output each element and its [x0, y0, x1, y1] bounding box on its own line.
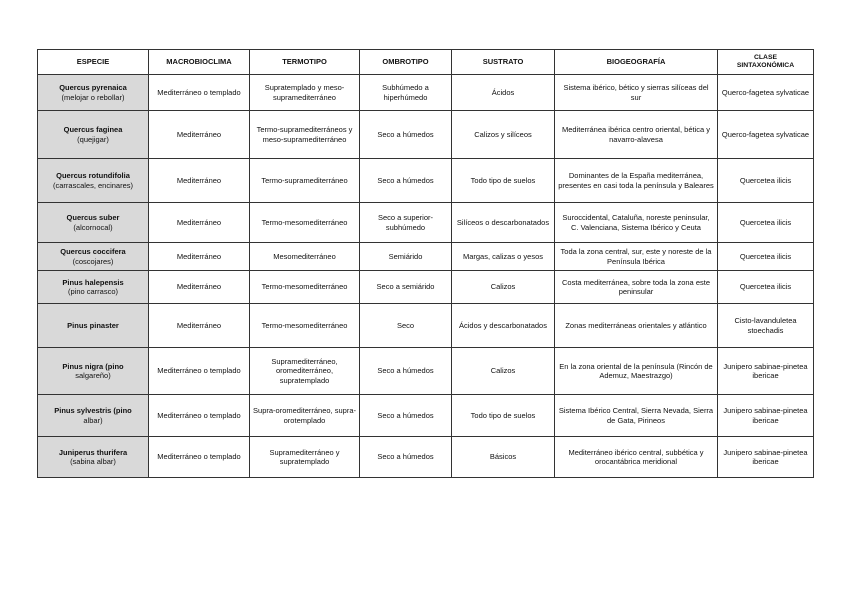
table-row	[38, 75, 814, 111]
sustrato-cell: Básicos	[452, 437, 555, 478]
species-cell	[38, 437, 149, 478]
table-row	[38, 348, 814, 395]
table-row	[38, 304, 814, 348]
species-name: Pinus pinaster	[67, 320, 119, 330]
biogeografia-cell: Costa mediterránea, sobre toda la zona este peninsular	[555, 271, 718, 304]
species-common-name: (coscojares)	[72, 256, 114, 266]
clase-cell: Cisto-lavanduletea stoechadis	[718, 304, 814, 348]
macrobioclima-cell: Mediterráneo o templado	[149, 395, 250, 437]
ombrotipo-cell: Semiárido	[360, 243, 452, 271]
clase-cell: Quercetea ilicis	[718, 271, 814, 304]
macrobioclima-cell: Mediterráneo	[149, 111, 250, 159]
termotipo-cell: Supramediterráneo, oromediterráneo, supratemplado	[250, 348, 360, 395]
header-biogeografia: BIOGEOGRAFÍA	[555, 50, 718, 75]
termotipo-cell: Termo-supramediterráneo	[250, 159, 360, 203]
species-common-name: (alcornocal)	[73, 222, 113, 232]
clase-cell: Junipero sabinae-pinetea ibericae	[718, 395, 814, 437]
sustrato-cell: Calizos y silíceos	[452, 111, 555, 159]
clase-cell: Junipero sabinae-pinetea ibericae	[718, 348, 814, 395]
species-table	[37, 49, 814, 478]
species-cell	[38, 395, 149, 437]
sustrato-cell: Todo tipo de suelos	[452, 395, 555, 437]
macrobioclima-cell: Mediterráneo	[149, 203, 250, 243]
species-cell	[38, 159, 149, 203]
header-termotipo: TERMOTIPO	[250, 50, 360, 75]
species-cell	[38, 243, 149, 271]
sustrato-cell: Calizos	[452, 348, 555, 395]
termotipo-cell: Supramediterráneo y supratemplado	[250, 437, 360, 478]
termotipo-cell: Termo-mesomediterráneo	[250, 203, 360, 243]
header-macrobioclima: MACROBIOCLIMA	[149, 50, 250, 75]
macrobioclima-cell: Mediterráneo o templado	[149, 348, 250, 395]
sustrato-cell: Ácidos y descarbonatados	[452, 304, 555, 348]
species-name: Pinus sylvestris (pino	[54, 406, 132, 415]
clase-cell: Quercetea ilicis	[718, 159, 814, 203]
biogeografia-cell: Sistema ibérico, bético y sierras silíceas del sur	[555, 75, 718, 111]
biogeografia-cell: Mediterránea ibérica centro oriental, bética y navarro-alavesa	[555, 111, 718, 159]
species-name: Pinus halepensis	[62, 277, 124, 287]
termotipo-cell: Supratemplado y meso-supramediterráneo	[250, 75, 360, 111]
ombrotipo-cell: Seco a húmedos	[360, 348, 452, 395]
species-name: Quercus faginea	[63, 125, 123, 134]
species-name: Quercus pyrenaica	[59, 83, 127, 92]
macrobioclima-cell: Mediterráneo o templado	[149, 437, 250, 478]
species-cell	[38, 75, 149, 111]
macrobioclima-cell: Mediterráneo	[149, 304, 250, 348]
species-cell	[38, 203, 149, 243]
ombrotipo-cell: Seco	[360, 304, 452, 348]
ombrotipo-cell: Seco a superior-subhúmedo	[360, 203, 452, 243]
ombrotipo-cell: Seco a húmedos	[360, 111, 452, 159]
header-sustrato: SUSTRATO	[452, 50, 555, 75]
sustrato-cell: Todo tipo de suelos	[452, 159, 555, 203]
sustrato-cell: Margas, calizas o yesos	[452, 243, 555, 271]
macrobioclima-cell: Mediterráneo	[149, 271, 250, 304]
biogeografia-cell: Zonas mediterráneas orientales y atlántico	[555, 304, 718, 348]
species-common-name: (sabina albar)	[70, 457, 116, 466]
table-row	[38, 159, 814, 203]
biogeografia-cell: Suroccidental, Cataluña, noreste peninsular, C. Valenciana, Sistema Ibérico y Ceuta	[555, 203, 718, 243]
termotipo-cell: Termo-mesomediterráneo	[250, 271, 360, 304]
header-especie: ESPECIE	[38, 50, 149, 75]
clase-cell: Quercetea ilicis	[718, 203, 814, 243]
clase-cell: Junipero sabinae-pinetea ibericae	[718, 437, 814, 478]
clase-cell: Querco-fagetea sylvaticae	[718, 75, 814, 111]
species-cell	[38, 304, 149, 348]
species-name: Quercus rotundifolia	[56, 171, 130, 180]
ombrotipo-cell: Seco a húmedos	[360, 159, 452, 203]
sustrato-cell: Calizos	[452, 271, 555, 304]
ombrotipo-cell: Seco a húmedos	[360, 437, 452, 478]
clase-cell: Quercetea ilicis	[718, 243, 814, 271]
ombrotipo-cell: Seco a semiárido	[360, 271, 452, 304]
biogeografia-cell: Dominantes de la España mediterránea, presentes en casi toda la península y Baleares	[555, 159, 718, 203]
biogeografia-cell: Mediterráneo ibérico central, subbética y orocantábrica meridional	[555, 437, 718, 478]
header-ombrotipo: OMBROTIPO	[360, 50, 452, 75]
sustrato-cell: Silíceos o descarbonatados	[452, 203, 555, 243]
species-cell	[38, 271, 149, 304]
biogeografia-cell: Toda la zona central, sur, este y noreste de la Península Ibérica	[555, 243, 718, 271]
species-name: Pinus nigra (pino	[62, 361, 124, 371]
species-name: Quercus suber	[66, 213, 120, 222]
species-common-name: (quejigar)	[77, 134, 109, 144]
header-clase-line2: SINTAXONÓMICA	[736, 62, 795, 69]
macrobioclima-cell: Mediterráneo	[149, 243, 250, 271]
header-clase-sintaxonomica	[718, 50, 814, 75]
sustrato-cell: Ácidos	[452, 75, 555, 111]
species-common-name: (carrascales, encinares)	[52, 180, 134, 190]
species-common-name: albar)	[83, 415, 103, 425]
table-row	[38, 111, 814, 159]
table-row	[38, 437, 814, 478]
header-row	[38, 50, 814, 75]
species-common-name: salgareño)	[75, 371, 111, 380]
header-clase-line1: CLASE	[753, 53, 778, 61]
termotipo-cell: Supra-oromediterráneo, supra-orotemplado	[250, 395, 360, 437]
table-row	[38, 395, 814, 437]
species-common-name: (melojar o rebollar)	[61, 92, 125, 102]
species-name: Quercus coccifera	[60, 247, 126, 256]
species-cell	[38, 348, 149, 395]
biogeografia-cell: En la zona oriental de la península (Rincón de Ademuz, Maestrazgo)	[555, 348, 718, 395]
termotipo-cell: Termo-supramediterráneos y meso-supramediterráneo	[250, 111, 360, 159]
table-row	[38, 271, 814, 304]
table-row	[38, 203, 814, 243]
termotipo-cell: Mesomediterráneo	[250, 243, 360, 271]
species-common-name: (pino carrasco)	[67, 287, 119, 296]
ombrotipo-cell: Subhúmedo a hiperhúmedo	[360, 75, 452, 111]
macrobioclima-cell: Mediterráneo	[149, 159, 250, 203]
ombrotipo-cell: Seco a húmedos	[360, 395, 452, 437]
termotipo-cell: Termo-mesomediterráneo	[250, 304, 360, 348]
macrobioclima-cell: Mediterráneo o templado	[149, 75, 250, 111]
clase-cell: Querco-fagetea sylvaticae	[718, 111, 814, 159]
table-row	[38, 243, 814, 271]
species-name: Juniperus thurifera	[58, 447, 128, 457]
species-cell	[38, 111, 149, 159]
biogeografia-cell: Sistema Ibérico Central, Sierra Nevada, Sierra de Gata, Pirineos	[555, 395, 718, 437]
